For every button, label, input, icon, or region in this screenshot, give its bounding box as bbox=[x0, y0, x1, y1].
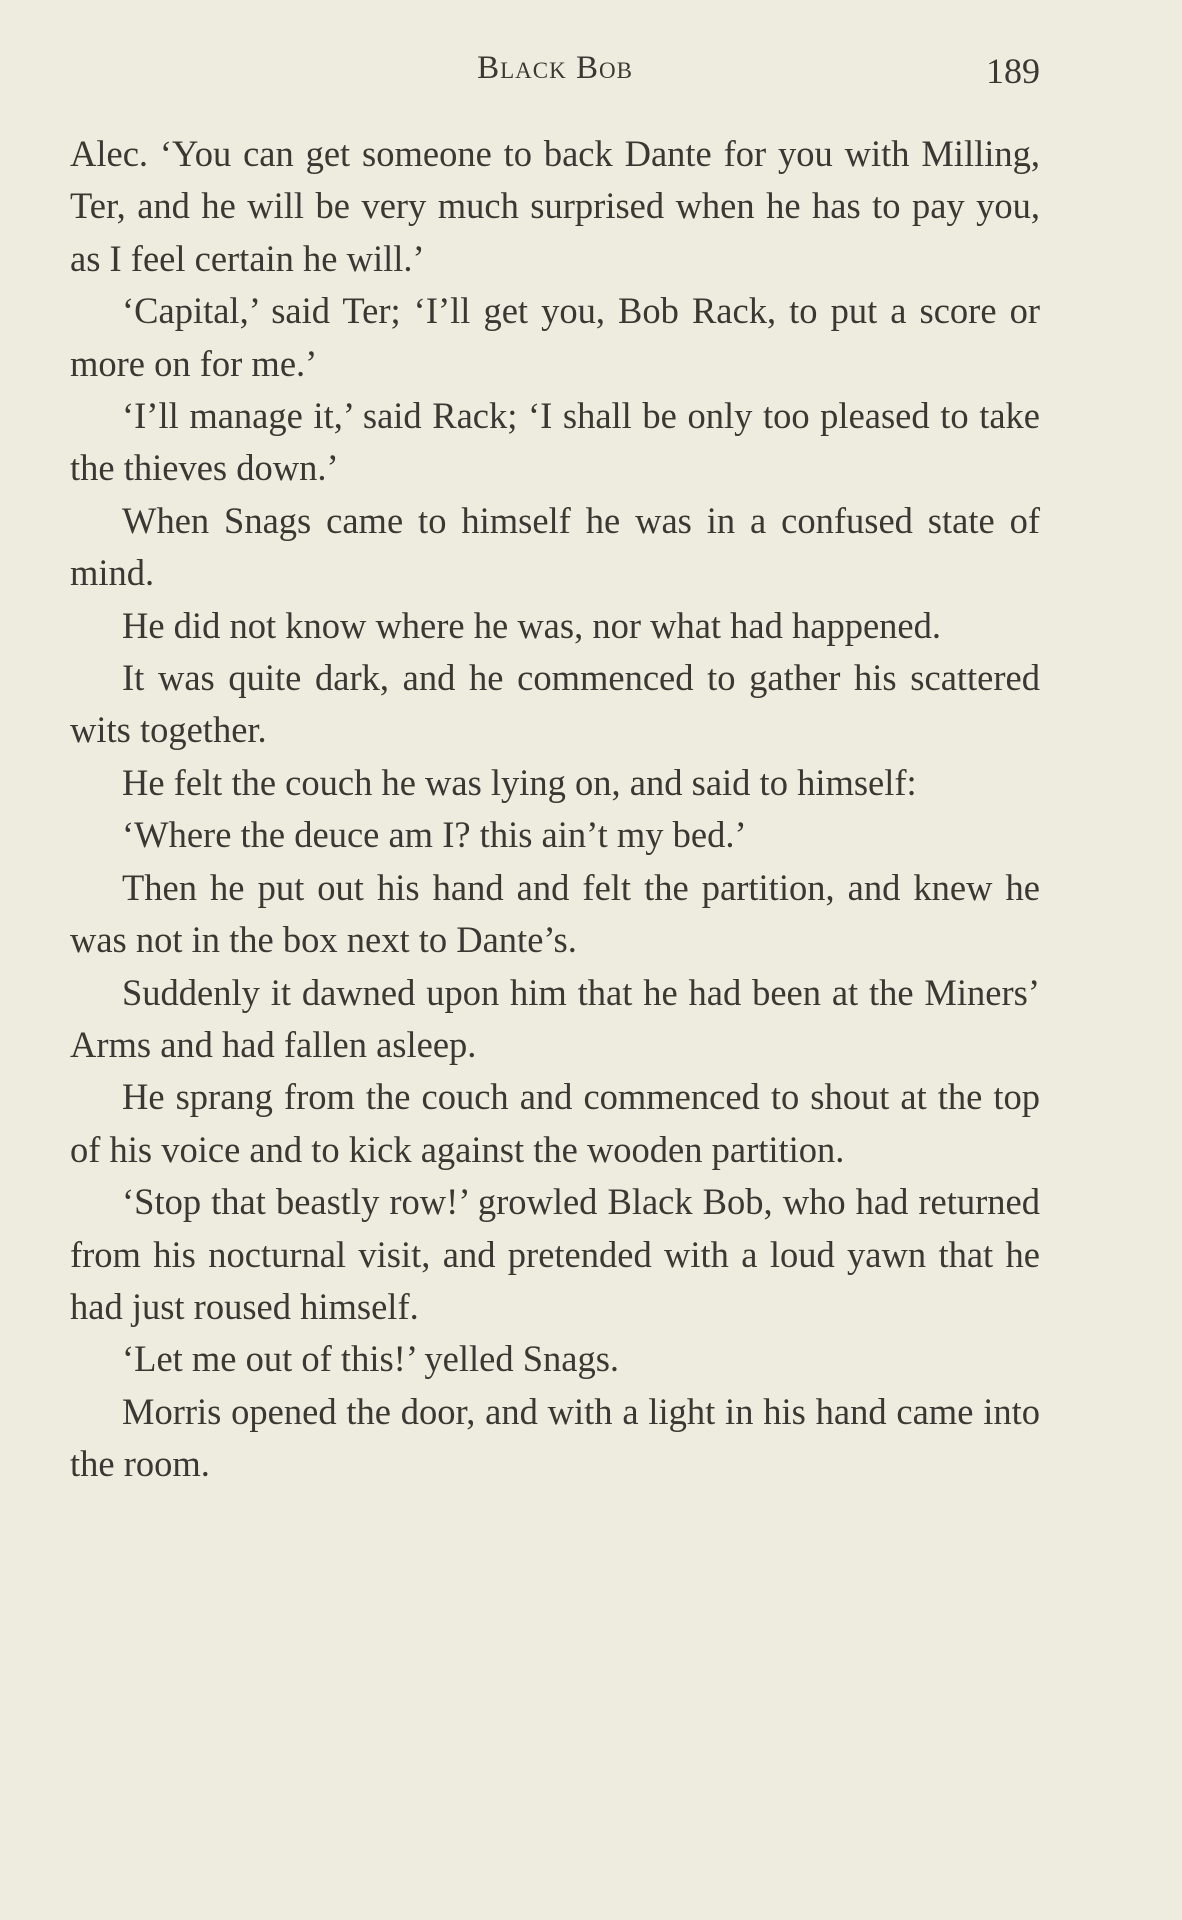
paragraph: Suddenly it dawned upon him that he had been at the Miners’ Arms and had fallen asleep. bbox=[70, 971, 1040, 1065]
paragraph: ‘Let me out of this!’ yelled Snags. bbox=[122, 1338, 620, 1380]
paragraph: He did not know where he was, nor what had happened. bbox=[122, 604, 941, 646]
paragraph: He felt the couch he was lying on, and said to himself: bbox=[122, 761, 917, 803]
paragraph: It was quite dark, and he commenced to gather his scattered wits together. bbox=[70, 657, 1040, 751]
paragraph: ‘I’ll manage it,’ said Rack; ‘I shall be only too pleased to take the thieves down.’ bbox=[70, 395, 1040, 489]
paragraph: Alec. ‘You can get someone to back Dante for you with Milling, Ter, and he will be very much surprised when he has to pay you, as I feel certain he will.’ bbox=[70, 133, 1040, 279]
page-number: 189 bbox=[986, 51, 1040, 91]
paragraph: ‘Capital,’ said Ter; ‘I’ll get you, Bob Rack, to put a score or more on for me.’ bbox=[70, 290, 1040, 384]
paragraph: ‘Where the deuce am I? this ain’t my bed.’ bbox=[122, 814, 747, 856]
page-header bbox=[70, 50, 1040, 100]
body-text bbox=[70, 128, 1040, 1491]
paragraph: Morris opened the door, and with a light in his hand came into the room. bbox=[70, 1390, 1040, 1485]
paragraph: Then he put out his hand and felt the partition, and knew he was not in the box next to Dante’s. bbox=[70, 866, 1040, 961]
paragraph: ‘Stop that beastly row!’ growled Black Bob, who had returned from his nocturnal visit, and pretended with a loud yawn that he had just roused himself. bbox=[70, 1181, 1040, 1327]
paragraph: When Snags came to himself he was in a confused state of mind. bbox=[70, 499, 1040, 594]
paragraph: He sprang from the couch and commenced to shout at the top of his voice and to kick against the wooden partition. bbox=[70, 1076, 1040, 1170]
running-head: Black Bob bbox=[477, 50, 633, 86]
